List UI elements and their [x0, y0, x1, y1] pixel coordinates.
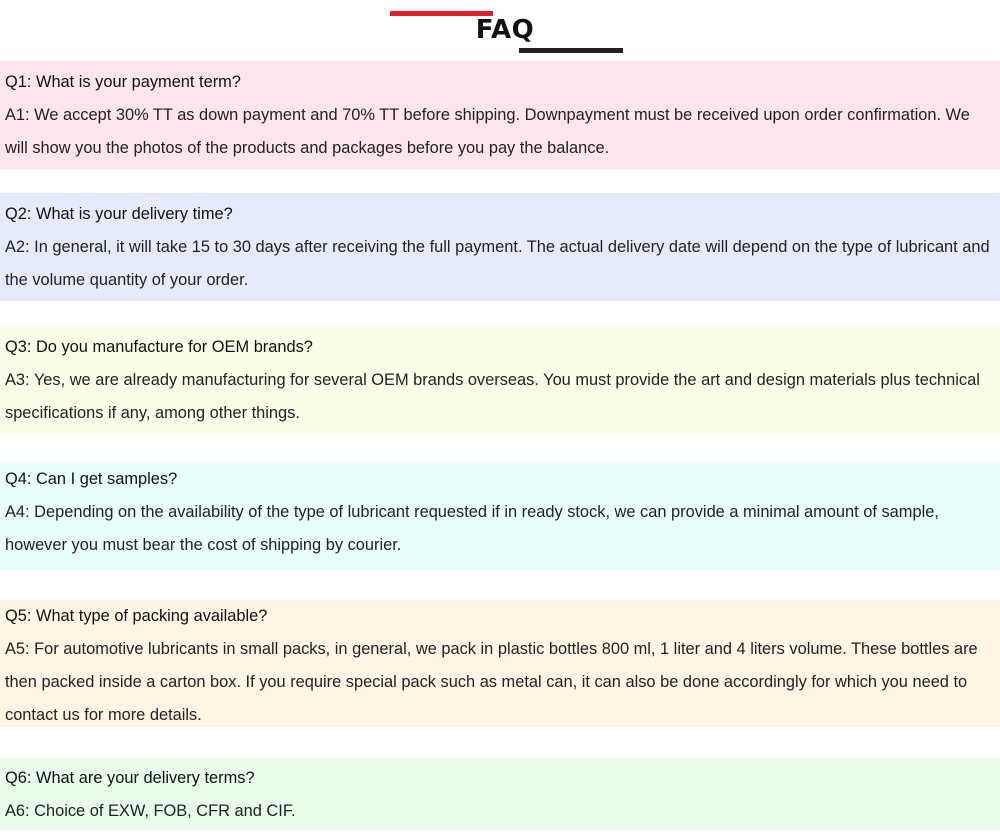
faq-item-6	[0, 758, 1000, 830]
faq-answer: A2: In general, it will take 15 to 30 days after receiving the full payment. The actual delivery date will depend on the type of lubricant and the volume quantity of your order.	[5, 238, 990, 289]
faq-item-3	[0, 326, 1000, 433]
faq-item-2	[0, 193, 1000, 301]
faq-answer: A5: For automotive lubricants in small packs, in general, we pack in plastic bottles 800 ml, 1 liter and 4 liters volume. These bottles are then packed inside a carton box. If you require special pack such as metal can, it can also be done accordingly for which you need to contact us for more details.	[5, 640, 978, 724]
faq-item-5	[0, 600, 1000, 727]
faq-question: Q3: Do you manufacture for OEM brands?	[5, 338, 313, 356]
faq-question: Q6: What are your delivery terms?	[5, 769, 255, 787]
faq-question: Q1: What is your payment term?	[5, 73, 241, 91]
faq-item-1	[0, 61, 1000, 169]
faq-answer: A6: Choice of EXW, FOB, CFR and CIF.	[5, 802, 296, 820]
faq-header	[0, 0, 1000, 60]
faq-question: Q5: What type of packing available?	[5, 607, 268, 625]
faq-answer: A4: Depending on the availability of the type of lubricant requested if in ready stock, we can provide a minimal amount of sample, however you must bear the cost of shipping by courier.	[5, 503, 939, 554]
header-dark-divider	[519, 48, 623, 53]
faq-answer: A1: We accept 30% TT as down payment and 70% TT before shipping. Downpayment must be received upon order confirmation. We will show you the photos of the products and packages before you pay the balance.	[5, 106, 970, 157]
faq-item-4	[0, 463, 1000, 571]
page-title: FAQ	[475, 15, 535, 45]
faq-question: Q4: Can I get samples?	[5, 470, 178, 488]
faq-answer: A3: Yes, we are already manufacturing for several OEM brands overseas. You must provide the art and design materials plus technical specifications if any, among other things.	[5, 371, 980, 422]
faq-question: Q2: What is your delivery time?	[5, 205, 233, 223]
